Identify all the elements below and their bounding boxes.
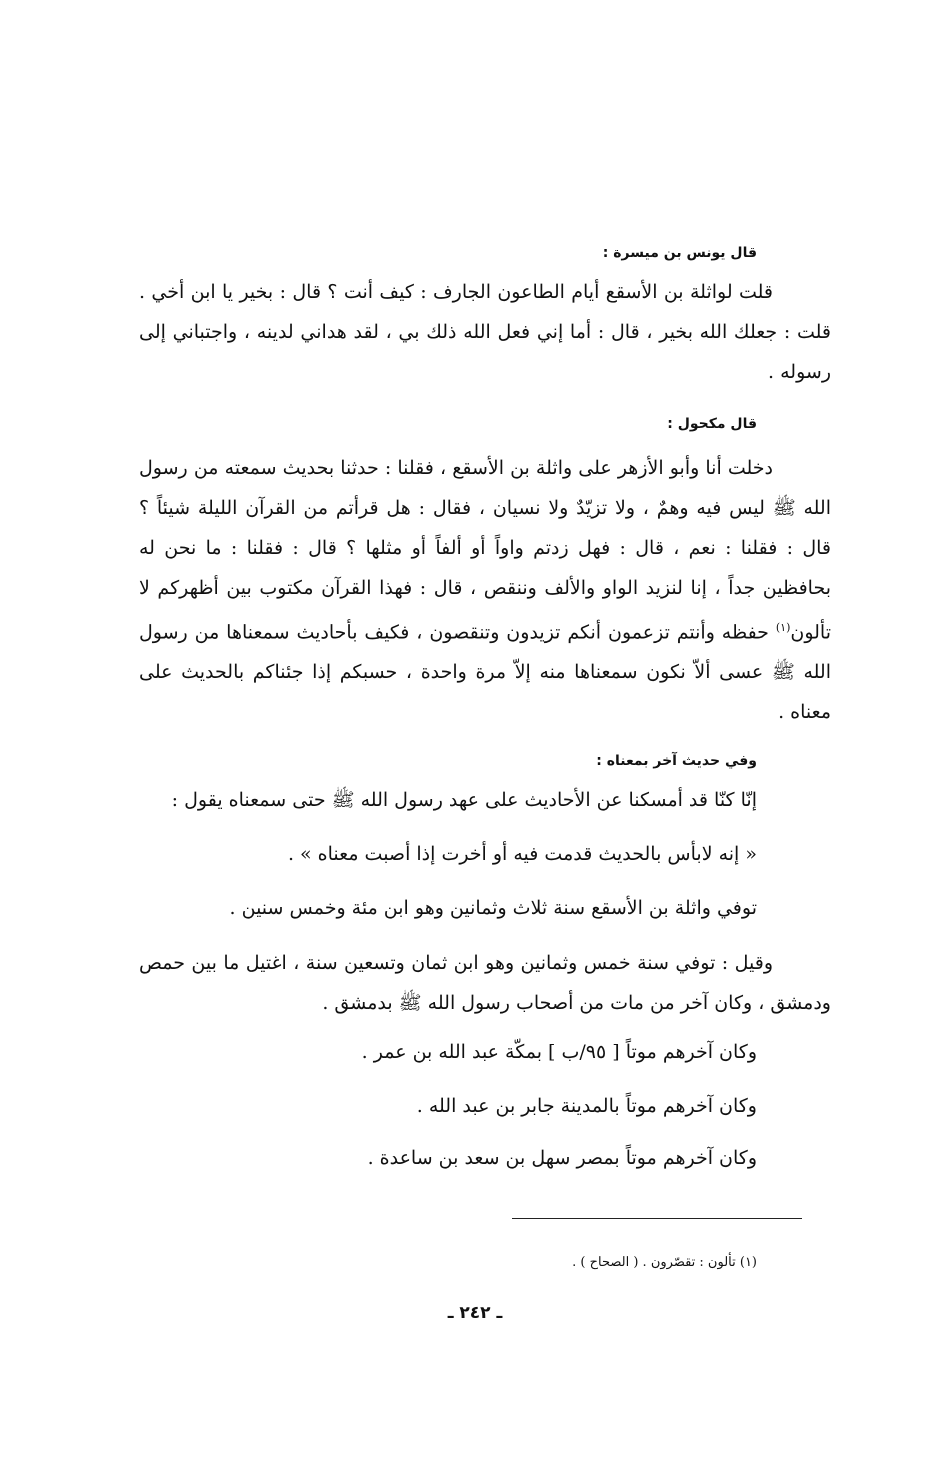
- section-heading-another-hadith: وفي حديث آخر بمعناه :: [596, 753, 757, 769]
- line-death-year: توفي واثلة بن الأسقع سنة ثلاث وثمانين وهو ابن مئة وخمس سنين .: [229, 897, 757, 919]
- line-last-in-madinah: وكان آخرهم موتاً بالمدينة جابر بن عبد الله .: [416, 1095, 757, 1117]
- footnote-reference[interactable]: (١): [775, 621, 791, 634]
- paragraph-wathila-answer: قلت لواثلة بن الأسقع أيام الطاعون الجارف : كيف أنت ؟ قال : بخير يا ابن أخي . قلت : جعلك الله بخير ، قال : أما إني فعل الله ذلك بي ، لقد هداني لدينه ، واجتباني إلى رسوله .: [139, 281, 831, 383]
- paragraph-alternative-death: وقيل : توفي سنة خمس وثمانين وهو ابن ثمان وتسعين سنة ، اغتيل ما بين حمص ودمشق ، وكان آخر من مات من أصحاب رسول الله ﷺ بدمشق .: [139, 952, 831, 1014]
- line-hadith-quote: « إنه لابأس بالحديث قدمت فيه أو أخرت إذا أصبت معناه » .: [287, 843, 757, 865]
- footnote: (١) تألون : تقصّرون . ( الصحاح ) .: [572, 1255, 757, 1270]
- footnote-separator: [512, 1218, 802, 1219]
- line-we-refrained: إنّا كنّا قد أمسكنا عن الأحاديث على عهد رسول الله ﷺ حتى سمعناه يقول :: [171, 789, 757, 811]
- paragraph-makhul-text-continued: حفظه وأنتم تزعمون أنكم تزيدون وتنقصون ، فكيف بأحاديث سمعناها من رسول الله ﷺ عسى ألاّ نكون سمعناها منه إلاّ مرة واحدة ، حسبكم إذا جئناكم بالحديث على معناه .: [139, 621, 831, 724]
- section-heading-yunus: قال يونس بن ميسرة :: [602, 245, 757, 261]
- page-number: ـ ٢٤٢ ـ: [447, 1303, 503, 1323]
- line-last-in-egypt: وكان آخرهم موتاً بمصر سهل بن سعد بن ساعدة .: [367, 1147, 757, 1169]
- line-last-in-makkah: وكان آخرهم موتاً [ ٩٥/ب ] بمكّة عبد الله بن عمر .: [361, 1041, 757, 1063]
- section-heading-makhul: قال مكحول :: [667, 416, 757, 432]
- paragraph-makhul-narration: [139, 448, 831, 732]
- paragraph-makhul-text: دخلت أنا وأبو الأزهر على واثلة بن الأسقع ، فقلنا : حدثنا بحديث سمعته من رسول الله ﷺ ليس فيه وهمٌ ، ولا تزيّدٌ ولا نسيان ، فقال : هل قرأتم من القرآن الليلة شيئاً ؟ قال : فقلنا : نعم ، قال : فهل زدتم واواً أو ألفاً أو مثلها ؟ قال : فقلنا : ما نحن له بحافظين جداً ، إنا لنزيد الواو والألف وننقص ، قال : فهذا القرآن مكتوب بين أظهركم لا تألون: [139, 457, 831, 644]
